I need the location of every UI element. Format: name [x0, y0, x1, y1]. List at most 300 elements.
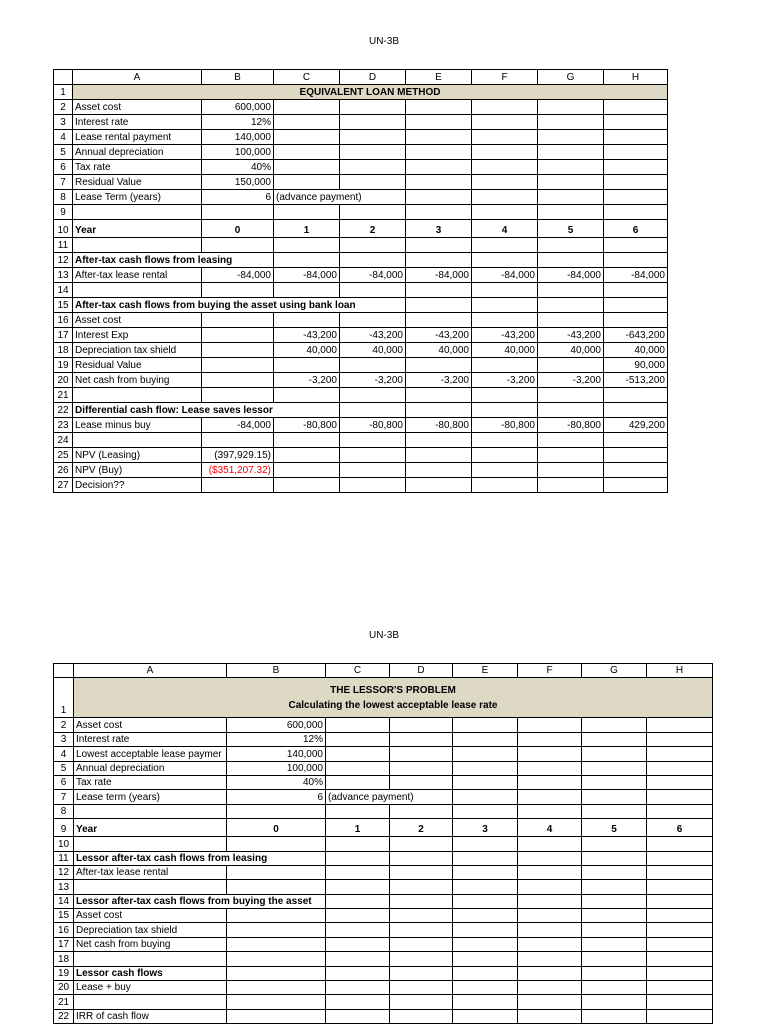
- cell[interactable]: [647, 775, 713, 789]
- cell[interactable]: [472, 205, 538, 220]
- cell[interactable]: [406, 448, 472, 463]
- cell[interactable]: [406, 433, 472, 448]
- cell[interactable]: [406, 403, 472, 418]
- cell[interactable]: [340, 145, 406, 160]
- cell[interactable]: [647, 923, 713, 937]
- cell[interactable]: [326, 995, 390, 1009]
- cell[interactable]: [453, 775, 518, 789]
- cell[interactable]: [390, 837, 453, 851]
- input-label[interactable]: Lease rental payment: [73, 130, 202, 145]
- cell[interactable]: [604, 100, 668, 115]
- cell[interactable]: [453, 923, 518, 937]
- year-cell[interactable]: 5: [538, 220, 604, 238]
- cell[interactable]: [274, 478, 340, 493]
- value-cell[interactable]: -43,200: [406, 328, 472, 343]
- cell[interactable]: [538, 403, 604, 418]
- cell[interactable]: [340, 313, 406, 328]
- col-header-b[interactable]: B: [227, 664, 326, 678]
- cell[interactable]: [74, 952, 227, 966]
- value-cell[interactable]: -84,000: [340, 268, 406, 283]
- cell[interactable]: [518, 923, 582, 937]
- input-value[interactable]: 150,000: [202, 175, 274, 190]
- cell[interactable]: [340, 463, 406, 478]
- cell[interactable]: [202, 283, 274, 298]
- cell[interactable]: [472, 448, 538, 463]
- cell[interactable]: [390, 761, 453, 775]
- cell[interactable]: [202, 313, 274, 328]
- section-heading[interactable]: After-tax cash flows from leasing: [73, 253, 274, 268]
- cell[interactable]: [340, 388, 406, 403]
- cell[interactable]: [582, 952, 647, 966]
- year-label[interactable]: Year: [74, 819, 227, 837]
- cell[interactable]: [604, 388, 668, 403]
- cell[interactable]: [406, 160, 472, 175]
- cell[interactable]: [647, 747, 713, 761]
- value-cell[interactable]: 40,000: [340, 343, 406, 358]
- cell[interactable]: [453, 790, 518, 804]
- row-label[interactable]: Interest Exp: [73, 328, 202, 343]
- cell[interactable]: [518, 952, 582, 966]
- value-cell[interactable]: -84,000: [202, 268, 274, 283]
- cell[interactable]: [582, 804, 647, 818]
- cell[interactable]: [472, 145, 538, 160]
- cell[interactable]: [74, 837, 227, 851]
- cell[interactable]: [227, 837, 326, 851]
- cell[interactable]: [340, 478, 406, 493]
- year-cell[interactable]: 3: [406, 220, 472, 238]
- input-value[interactable]: 100,000: [227, 761, 326, 775]
- cell[interactable]: [472, 403, 538, 418]
- cell[interactable]: [518, 966, 582, 980]
- cell[interactable]: [472, 238, 538, 253]
- cell[interactable]: [472, 253, 538, 268]
- cell[interactable]: [390, 894, 453, 908]
- value-cell[interactable]: -43,200: [274, 328, 340, 343]
- cell[interactable]: [390, 966, 453, 980]
- npv-leasing-value[interactable]: (397,929.15): [202, 448, 274, 463]
- cell[interactable]: [582, 718, 647, 732]
- col-header-d[interactable]: D: [340, 70, 406, 85]
- input-label[interactable]: Lowest acceptable lease paymer: [74, 747, 227, 761]
- section-heading[interactable]: Differential cash flow: Lease saves lessor: [73, 403, 340, 418]
- value-cell[interactable]: [202, 328, 274, 343]
- cell[interactable]: [582, 995, 647, 1009]
- year-cell[interactable]: 6: [604, 220, 668, 238]
- cell[interactable]: [647, 894, 713, 908]
- value-cell[interactable]: -80,800: [538, 418, 604, 433]
- cell[interactable]: [582, 981, 647, 995]
- cell[interactable]: [390, 718, 453, 732]
- cell[interactable]: [274, 463, 340, 478]
- cell[interactable]: [274, 253, 340, 268]
- input-label[interactable]: Lease term (years): [74, 790, 227, 804]
- cell[interactable]: [518, 865, 582, 879]
- row-label[interactable]: IRR of cash flow: [74, 1009, 227, 1023]
- cell[interactable]: [538, 448, 604, 463]
- cell[interactable]: [582, 865, 647, 879]
- col-header-h[interactable]: H: [604, 70, 668, 85]
- value-cell[interactable]: -3,200: [538, 373, 604, 388]
- cell[interactable]: [406, 100, 472, 115]
- cell[interactable]: [647, 981, 713, 995]
- cell[interactable]: [227, 937, 326, 951]
- value-cell[interactable]: 429,200: [604, 418, 668, 433]
- cell[interactable]: [518, 837, 582, 851]
- cell[interactable]: [538, 433, 604, 448]
- cell[interactable]: [406, 253, 472, 268]
- cell[interactable]: [227, 1009, 326, 1023]
- cell[interactable]: [604, 478, 668, 493]
- cell[interactable]: [518, 732, 582, 746]
- col-header-d[interactable]: D: [390, 664, 453, 678]
- row-label[interactable]: Net cash from buying: [73, 373, 202, 388]
- cell[interactable]: [582, 937, 647, 951]
- cell[interactable]: [202, 388, 274, 403]
- cell[interactable]: [406, 463, 472, 478]
- cell[interactable]: [326, 966, 390, 980]
- cell[interactable]: [406, 145, 472, 160]
- row-label[interactable]: Asset cost: [74, 909, 227, 923]
- input-note[interactable]: (advance payment): [274, 190, 406, 205]
- value-cell[interactable]: [538, 358, 604, 373]
- input-label[interactable]: Lease Term (years): [73, 190, 202, 205]
- cell[interactable]: [647, 851, 713, 865]
- cell[interactable]: [582, 966, 647, 980]
- value-cell[interactable]: -80,800: [340, 418, 406, 433]
- cell[interactable]: [604, 433, 668, 448]
- cell[interactable]: [538, 115, 604, 130]
- cell[interactable]: [406, 283, 472, 298]
- cell[interactable]: [518, 851, 582, 865]
- cell[interactable]: [274, 175, 340, 190]
- cell[interactable]: [274, 448, 340, 463]
- cell[interactable]: [582, 837, 647, 851]
- value-cell[interactable]: -80,800: [406, 418, 472, 433]
- cell[interactable]: [73, 238, 202, 253]
- cell[interactable]: [73, 433, 202, 448]
- cell[interactable]: [582, 923, 647, 937]
- cell[interactable]: [227, 804, 326, 818]
- cell[interactable]: [518, 1009, 582, 1023]
- year-label[interactable]: Year: [73, 220, 202, 238]
- row-label[interactable]: Lease + buy: [74, 981, 227, 995]
- npv-buy-label[interactable]: NPV (Buy): [73, 463, 202, 478]
- cell[interactable]: [647, 837, 713, 851]
- col-header-e[interactable]: E: [406, 70, 472, 85]
- cell[interactable]: [604, 175, 668, 190]
- cell[interactable]: [604, 313, 668, 328]
- cell[interactable]: [74, 995, 227, 1009]
- cell[interactable]: [453, 966, 518, 980]
- cell[interactable]: [390, 952, 453, 966]
- cell[interactable]: [582, 747, 647, 761]
- cell[interactable]: [472, 283, 538, 298]
- cell[interactable]: [453, 981, 518, 995]
- cell[interactable]: [326, 761, 390, 775]
- cell[interactable]: [518, 718, 582, 732]
- col-header-e[interactable]: E: [453, 664, 518, 678]
- value-cell[interactable]: [202, 373, 274, 388]
- cell[interactable]: [326, 981, 390, 995]
- input-label[interactable]: Residual Value: [73, 175, 202, 190]
- cell[interactable]: [518, 761, 582, 775]
- cell[interactable]: [202, 238, 274, 253]
- cell[interactable]: [406, 388, 472, 403]
- corner-cell[interactable]: [54, 664, 74, 678]
- cell[interactable]: [227, 880, 326, 894]
- input-label[interactable]: Tax rate: [73, 160, 202, 175]
- value-cell[interactable]: [406, 358, 472, 373]
- cell[interactable]: [340, 448, 406, 463]
- cell[interactable]: [340, 130, 406, 145]
- cell[interactable]: [390, 880, 453, 894]
- cell[interactable]: [340, 160, 406, 175]
- cell[interactable]: [274, 160, 340, 175]
- row-label[interactable]: After-tax lease rental: [73, 268, 202, 283]
- value-cell[interactable]: -43,200: [340, 328, 406, 343]
- cell[interactable]: [406, 190, 472, 205]
- cell[interactable]: [604, 283, 668, 298]
- cell[interactable]: [227, 981, 326, 995]
- cell[interactable]: [274, 130, 340, 145]
- cell[interactable]: [453, 1009, 518, 1023]
- cell[interactable]: [647, 1009, 713, 1023]
- cell[interactable]: [326, 1009, 390, 1023]
- cell[interactable]: [326, 837, 390, 851]
- cell[interactable]: [538, 175, 604, 190]
- cell[interactable]: [406, 130, 472, 145]
- cell[interactable]: [582, 732, 647, 746]
- cell[interactable]: [472, 478, 538, 493]
- value-cell[interactable]: 40,000: [472, 343, 538, 358]
- cell[interactable]: [227, 865, 326, 879]
- cell[interactable]: [647, 732, 713, 746]
- cell[interactable]: [227, 966, 326, 980]
- input-label[interactable]: Annual depreciation: [73, 145, 202, 160]
- cell[interactable]: [326, 923, 390, 937]
- cell[interactable]: [604, 253, 668, 268]
- cell[interactable]: [604, 403, 668, 418]
- cell[interactable]: [326, 894, 390, 908]
- cell[interactable]: [582, 761, 647, 775]
- input-value[interactable]: 40%: [202, 160, 274, 175]
- section-heading[interactable]: Lessor after-tax cash flows from leasing: [74, 851, 326, 865]
- npv-leasing-label[interactable]: NPV (Leasing): [73, 448, 202, 463]
- cell[interactable]: [390, 804, 453, 818]
- cell[interactable]: [390, 747, 453, 761]
- value-cell[interactable]: -43,200: [538, 328, 604, 343]
- input-value[interactable]: 12%: [227, 732, 326, 746]
- cell[interactable]: [453, 880, 518, 894]
- cell[interactable]: [582, 880, 647, 894]
- cell[interactable]: [74, 880, 227, 894]
- year-cell[interactable]: 0: [202, 220, 274, 238]
- value-cell[interactable]: 90,000: [604, 358, 668, 373]
- cell[interactable]: [538, 253, 604, 268]
- value-cell[interactable]: [202, 358, 274, 373]
- cell[interactable]: [538, 130, 604, 145]
- cell[interactable]: [472, 298, 538, 313]
- cell[interactable]: [647, 718, 713, 732]
- cell[interactable]: [518, 995, 582, 1009]
- cell[interactable]: [274, 100, 340, 115]
- cell[interactable]: [326, 851, 390, 865]
- cell[interactable]: [647, 909, 713, 923]
- cell[interactable]: [453, 952, 518, 966]
- cell[interactable]: [453, 894, 518, 908]
- cell[interactable]: [472, 388, 538, 403]
- cell[interactable]: [518, 981, 582, 995]
- year-cell[interactable]: 4: [472, 220, 538, 238]
- cell[interactable]: [274, 283, 340, 298]
- value-cell[interactable]: -84,000: [472, 268, 538, 283]
- col-header-g[interactable]: G: [538, 70, 604, 85]
- cell[interactable]: [326, 775, 390, 789]
- cell[interactable]: [406, 313, 472, 328]
- col-header-a[interactable]: A: [74, 664, 227, 678]
- cell[interactable]: [202, 433, 274, 448]
- cell[interactable]: [73, 283, 202, 298]
- col-header-f[interactable]: F: [472, 70, 538, 85]
- cell[interactable]: [518, 894, 582, 908]
- input-value[interactable]: 140,000: [202, 130, 274, 145]
- input-value[interactable]: 12%: [202, 115, 274, 130]
- cell[interactable]: [406, 298, 472, 313]
- cell[interactable]: [538, 478, 604, 493]
- input-value[interactable]: 600,000: [202, 100, 274, 115]
- cell[interactable]: [274, 313, 340, 328]
- cell[interactable]: [390, 981, 453, 995]
- value-cell[interactable]: 40,000: [538, 343, 604, 358]
- cell[interactable]: [472, 130, 538, 145]
- cell[interactable]: [340, 433, 406, 448]
- value-cell[interactable]: -3,200: [340, 373, 406, 388]
- cell[interactable]: [647, 761, 713, 775]
- corner-cell[interactable]: [54, 70, 73, 85]
- cell[interactable]: [604, 130, 668, 145]
- cell[interactable]: [647, 995, 713, 1009]
- value-cell[interactable]: -84,000: [406, 268, 472, 283]
- cell[interactable]: [340, 403, 406, 418]
- section-heading[interactable]: After-tax cash flows from buying the asset using bank loan: [73, 298, 406, 313]
- cell[interactable]: [472, 190, 538, 205]
- year-cell[interactable]: 0: [227, 819, 326, 837]
- input-value[interactable]: 6: [227, 790, 326, 804]
- row-label[interactable]: Lease minus buy: [73, 418, 202, 433]
- cell[interactable]: [274, 238, 340, 253]
- cell[interactable]: [538, 298, 604, 313]
- cell[interactable]: [518, 880, 582, 894]
- col-header-a[interactable]: A: [73, 70, 202, 85]
- cell[interactable]: [582, 909, 647, 923]
- value-cell[interactable]: -3,200: [472, 373, 538, 388]
- year-cell[interactable]: 2: [340, 220, 406, 238]
- value-cell[interactable]: -84,000: [538, 268, 604, 283]
- cell[interactable]: [604, 205, 668, 220]
- npv-buy-value[interactable]: ($351,207.32): [202, 463, 274, 478]
- cell[interactable]: [390, 923, 453, 937]
- cell[interactable]: [518, 790, 582, 804]
- cell[interactable]: [647, 880, 713, 894]
- cell[interactable]: [472, 160, 538, 175]
- cell[interactable]: [647, 865, 713, 879]
- year-cell[interactable]: 1: [274, 220, 340, 238]
- cell[interactable]: [390, 865, 453, 879]
- cell[interactable]: [582, 790, 647, 804]
- value-cell[interactable]: -513,200: [604, 373, 668, 388]
- cell[interactable]: [453, 732, 518, 746]
- cell[interactable]: [582, 851, 647, 865]
- cell[interactable]: [604, 448, 668, 463]
- cell[interactable]: [202, 478, 274, 493]
- cell[interactable]: [274, 433, 340, 448]
- cell[interactable]: [227, 909, 326, 923]
- cell[interactable]: [326, 747, 390, 761]
- cell[interactable]: [453, 995, 518, 1009]
- row-label[interactable]: Net cash from buying: [74, 937, 227, 951]
- cell[interactable]: [604, 190, 668, 205]
- cell[interactable]: [340, 253, 406, 268]
- sheet-title[interactable]: EQUIVALENT LOAN METHOD: [73, 85, 668, 100]
- row-label[interactable]: After-tax lease rental: [74, 865, 227, 879]
- row-label[interactable]: Depreciation tax shield: [73, 343, 202, 358]
- input-value[interactable]: 40%: [227, 775, 326, 789]
- cell[interactable]: [73, 205, 202, 220]
- cell[interactable]: [390, 732, 453, 746]
- cell[interactable]: [406, 238, 472, 253]
- cell[interactable]: [326, 718, 390, 732]
- cell[interactable]: [472, 313, 538, 328]
- cell[interactable]: [406, 205, 472, 220]
- cell[interactable]: [538, 190, 604, 205]
- cell[interactable]: [390, 937, 453, 951]
- col-header-f[interactable]: F: [518, 664, 582, 678]
- cell[interactable]: [472, 115, 538, 130]
- cell[interactable]: [647, 804, 713, 818]
- input-label[interactable]: Interest rate: [73, 115, 202, 130]
- cell[interactable]: [453, 718, 518, 732]
- input-note[interactable]: (advance payment): [326, 790, 453, 804]
- input-value[interactable]: 6: [202, 190, 274, 205]
- cell[interactable]: [274, 388, 340, 403]
- value-cell[interactable]: -84,000: [274, 268, 340, 283]
- cell[interactable]: [538, 100, 604, 115]
- value-cell[interactable]: 40,000: [604, 343, 668, 358]
- cell[interactable]: [326, 880, 390, 894]
- cell[interactable]: [390, 775, 453, 789]
- cell[interactable]: [538, 463, 604, 478]
- cell[interactable]: [390, 851, 453, 865]
- cell[interactable]: [340, 175, 406, 190]
- cell[interactable]: [227, 923, 326, 937]
- cell[interactable]: [406, 478, 472, 493]
- value-cell[interactable]: 40,000: [274, 343, 340, 358]
- value-cell[interactable]: -3,200: [406, 373, 472, 388]
- cell[interactable]: [582, 894, 647, 908]
- cell[interactable]: [390, 909, 453, 923]
- cell[interactable]: [326, 865, 390, 879]
- cell[interactable]: [538, 313, 604, 328]
- cell[interactable]: [582, 1009, 647, 1023]
- cell[interactable]: [604, 115, 668, 130]
- cell[interactable]: [406, 115, 472, 130]
- cell[interactable]: [453, 747, 518, 761]
- cell[interactable]: [326, 952, 390, 966]
- value-cell[interactable]: [472, 358, 538, 373]
- cell[interactable]: [472, 100, 538, 115]
- cell[interactable]: [390, 995, 453, 1009]
- col-header-h[interactable]: H: [647, 664, 713, 678]
